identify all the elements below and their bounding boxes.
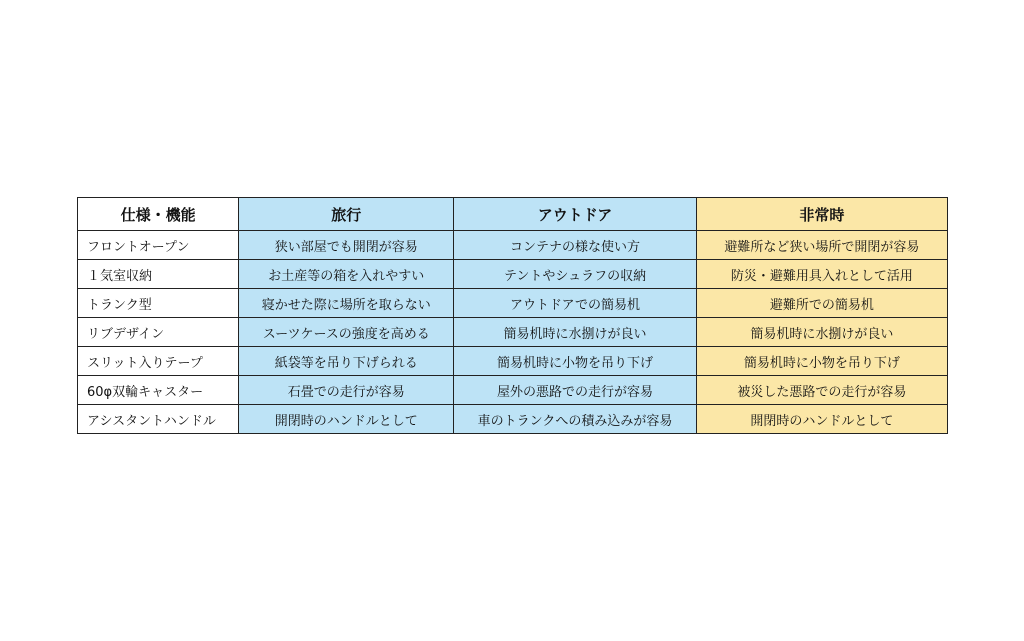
feature-cell: スリット入りテープ (78, 347, 239, 376)
travel-cell: 紙袋等を吊り下げられる (239, 347, 454, 376)
emergency-cell: 避難所など狭い場所で開閉が容易 (696, 231, 947, 260)
table-row (78, 405, 948, 434)
outdoor-cell: コンテナの様な使い方 (454, 231, 696, 260)
spec-comparison-table (77, 197, 948, 434)
feature-cell: トランク型 (78, 289, 239, 318)
outdoor-cell: アウトドアでの簡易机 (454, 289, 696, 318)
feature-cell: リブデザイン (78, 318, 239, 347)
emergency-cell: 被災した悪路での走行が容易 (696, 376, 947, 405)
travel-cell: お土産等の箱を入れやすい (239, 260, 454, 289)
table-header-row (78, 198, 948, 231)
table-row (78, 318, 948, 347)
table-row (78, 347, 948, 376)
emergency-cell: 避難所での簡易机 (696, 289, 947, 318)
table-row (78, 289, 948, 318)
table-row (78, 231, 948, 260)
feature-cell: アシスタントハンドル (78, 405, 239, 434)
header-outdoor: アウトドア (454, 198, 696, 231)
feature-cell: １気室収納 (78, 260, 239, 289)
outdoor-cell: テントやシュラフの収納 (454, 260, 696, 289)
outdoor-cell: 屋外の悪路での走行が容易 (454, 376, 696, 405)
travel-cell: 石畳での走行が容易 (239, 376, 454, 405)
header-travel: 旅行 (239, 198, 454, 231)
header-feature: 仕様・機能 (78, 198, 239, 231)
header-emergency: 非常時 (696, 198, 947, 231)
feature-cell: フロントオープン (78, 231, 239, 260)
outdoor-cell: 車のトランクへの積み込みが容易 (454, 405, 696, 434)
table-row (78, 376, 948, 405)
outdoor-cell: 簡易机時に水捌けが良い (454, 318, 696, 347)
feature-cell: 60φ双輪キャスター (78, 376, 239, 405)
emergency-cell: 防災・避難用具入れとして活用 (696, 260, 947, 289)
travel-cell: 寝かせた際に場所を取らない (239, 289, 454, 318)
travel-cell: 狭い部屋でも開閉が容易 (239, 231, 454, 260)
outdoor-cell: 簡易机時に小物を吊り下げ (454, 347, 696, 376)
table-row (78, 260, 948, 289)
emergency-cell: 開閉時のハンドルとして (696, 405, 947, 434)
travel-cell: 開閉時のハンドルとして (239, 405, 454, 434)
travel-cell: スーツケースの強度を高める (239, 318, 454, 347)
emergency-cell: 簡易机時に小物を吊り下げ (696, 347, 947, 376)
emergency-cell: 簡易机時に水捌けが良い (696, 318, 947, 347)
